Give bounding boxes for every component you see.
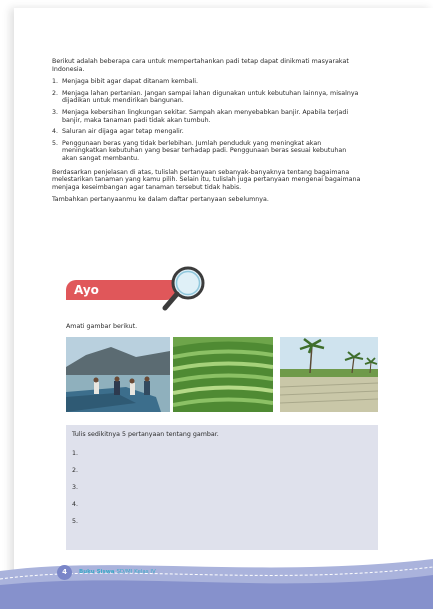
task-title: Tulis sedikitnya 5 pertanyaan tentang gambar. [72, 431, 219, 438]
answer-line-2[interactable]: 2. [72, 467, 79, 474]
instruction-paragraph: Berdasarkan penjelasan di atas, tulislah pertanyaan sebanyak-banyaknya tentang bagaimana melestarikan tanaman yang kamu pilih. Selain itu, tulislah juga pertanyaan mengenai bagaimana menjaga keseimbangan agar tanaman tersebut tidak habis. [52, 168, 361, 191]
photo-farmers-boat [66, 337, 170, 412]
answer-line-5[interactable]: 5. [72, 518, 79, 525]
photo-strip [66, 337, 378, 412]
list-text: Menjaga kebersihan lingkungan sekitar. Sampah akan menyebabkan banjir. Apabila terjadi banjir, maka tanaman padi tidak akan tumbuh. [62, 108, 349, 124]
photo-rice-terraces [173, 337, 273, 412]
list-text: Saluran air dijaga agar tetap mengalir. [62, 128, 184, 136]
book-name: Buku Siswa [79, 569, 115, 575]
add-question-paragraph: Tambahkan pertanyaanmu ke dalam daftar pertanyaan sebelumnya. [52, 196, 269, 204]
book-grade: SD/MI Kelas IV [116, 569, 156, 575]
method-list [52, 78, 362, 162]
list-text: Menjaga lahan pertanian. Jangan sampai lahan digunakan untuk kebutuhan lainnya, misalnya dijadikan untuk mendirikan bangunan. [62, 89, 359, 105]
list-text: Menjaga bibit agar dapat ditanam kembali. [62, 78, 199, 86]
list-number: 1. [52, 78, 59, 86]
list-number: 5. [52, 139, 59, 147]
book-title [79, 569, 156, 575]
list-item [52, 78, 362, 86]
answer-line-1[interactable]: 1. [72, 450, 79, 457]
amati-caption: Amati gambar berikut. [66, 323, 138, 330]
magnifier-icon [157, 262, 211, 316]
main-text [52, 58, 362, 209]
list-item [52, 90, 362, 105]
answer-line-4[interactable]: 4. [72, 501, 79, 508]
list-text: Penggunaan beras yang tidak berlebihan. Jumlah penduduk yang meningkat akan meningkatkan kebutuhan yang besar terhadap padi. Penggunaan beras sesuai kebutuhan akan sangat membantu. [62, 139, 347, 162]
page-number: 4 [57, 565, 72, 580]
list-number: 3. [52, 108, 59, 116]
list-item [52, 109, 362, 124]
intro-paragraph: Berikut adalah beberapa cara untuk mempertahankan padi tetap dapat dinikmati masyarakat Indonesia. [52, 58, 349, 73]
list-item [52, 140, 362, 163]
list-item [52, 128, 362, 136]
list-number: 4. [52, 128, 59, 136]
ayo-mengamati-banner: Ayo Mengamati [66, 280, 176, 300]
photo-rice-field-palms [280, 337, 378, 412]
answer-line-3[interactable]: 3. [72, 484, 79, 491]
question-task-box [66, 425, 378, 550]
list-number: 2. [52, 89, 59, 97]
